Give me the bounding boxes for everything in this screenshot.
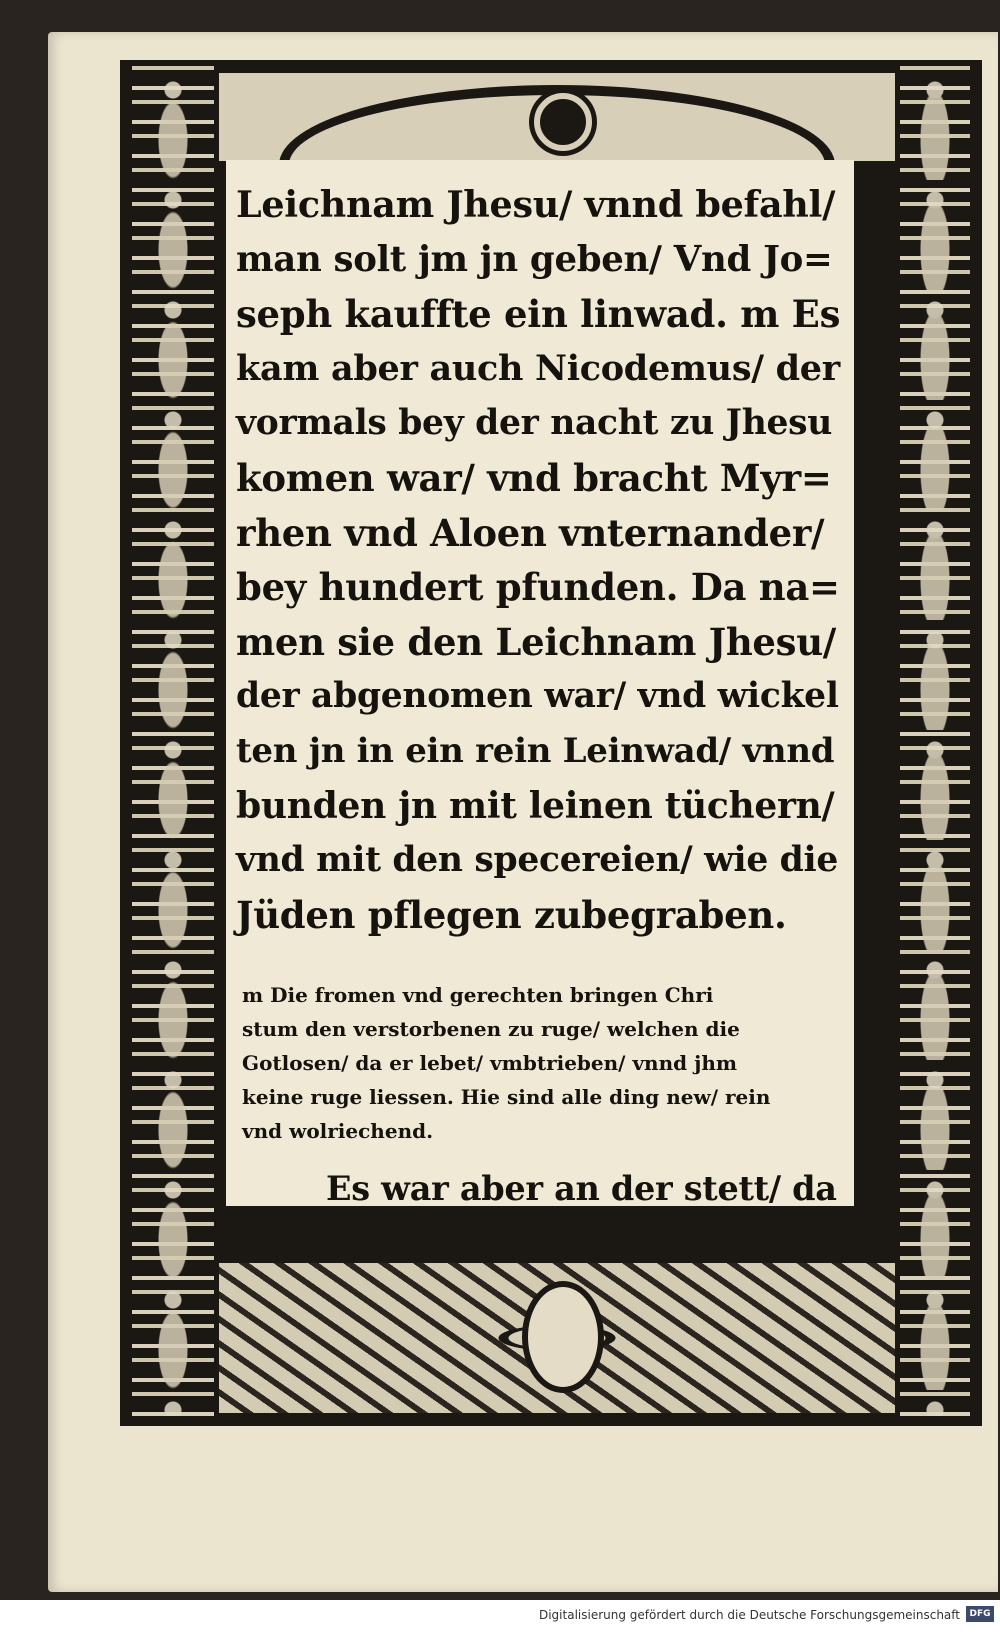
text-line: man solt jm jn geben/ Vnd Jo= bbox=[236, 238, 833, 280]
continuation-line: Es war aber an der stett/ da bbox=[326, 1169, 837, 1209]
bottom-ornament-putti bbox=[216, 1260, 898, 1416]
gloss-line: m Die fromen vnd gerechten bringen Chri bbox=[242, 983, 714, 1008]
text-line: vormals bey der nacht zu Jhesu bbox=[236, 403, 833, 444]
main-text bbox=[236, 160, 844, 942]
text-line: Leichnam Jhesu/ vnnd befahl/ bbox=[236, 183, 836, 226]
gloss-line: stum den verstorbenen zu ruge/ welchen die bbox=[242, 1017, 740, 1042]
text-line: komen war/ vnd bracht Myr= bbox=[236, 455, 832, 500]
top-ornament-boss bbox=[534, 93, 592, 151]
continuation-text bbox=[236, 1162, 844, 1217]
text-line: bunden jn mit leinen tüchern/ bbox=[236, 784, 835, 827]
text-line: kam aber auch Nicodemus/ der bbox=[236, 347, 840, 389]
bottom-ornament-medallion bbox=[522, 1281, 604, 1393]
gloss-line: Gotlosen/ da er lebet/ vmbtrieben/ vnnd jhm bbox=[242, 1051, 738, 1076]
dfg-logo: DFG bbox=[966, 1606, 994, 1622]
text-line: ten jn in ein rein Leinwad/ vnnd bbox=[236, 730, 835, 771]
text-line: bey hundert pfunden. Da na= bbox=[236, 565, 840, 610]
marginal-gloss bbox=[236, 978, 844, 1148]
text-block bbox=[226, 160, 854, 1209]
funding-credit: Digitalisierung gefördert durch die Deutsche Forschungsgemeinschaft bbox=[538, 1608, 960, 1622]
text-line: Jüden pflegen zubegraben. bbox=[236, 892, 787, 937]
right-ornamental-column bbox=[900, 60, 970, 1426]
digitization-footer bbox=[0, 1600, 1000, 1632]
text-line: rhen vnd Aloen vnternander/ bbox=[236, 510, 825, 555]
text-line: der abgenomen war/ vnd wickel bbox=[236, 676, 839, 717]
top-ornament bbox=[216, 70, 898, 164]
gloss-line: keine ruge liessen. Hie sind alle ding new/ rein bbox=[242, 1085, 771, 1110]
gloss-line: vnd wolriechend. bbox=[242, 1119, 434, 1144]
text-line: seph kauffte ein linwad. m Es bbox=[236, 292, 841, 337]
text-line: vnd mit den specereien/ wie die bbox=[236, 840, 838, 881]
left-ornamental-column bbox=[132, 60, 214, 1426]
text-line: men sie den Leichnam Jhesu/ bbox=[236, 619, 837, 664]
